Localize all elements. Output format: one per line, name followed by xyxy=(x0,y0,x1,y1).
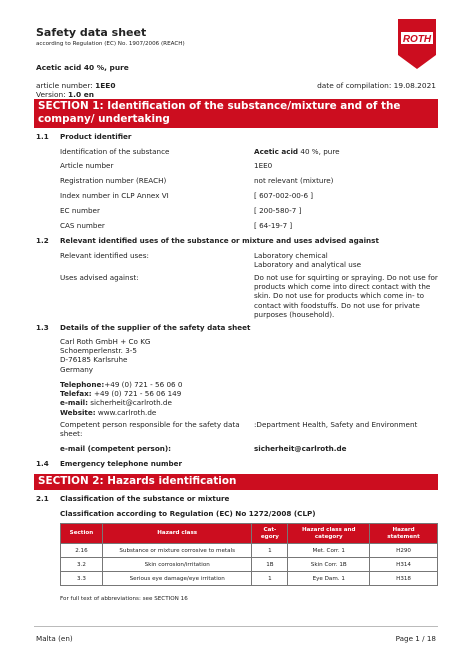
page-number: Page 1 / 18 xyxy=(395,634,436,643)
address-line: Carl Roth GmbH + Co KG xyxy=(60,337,151,346)
table-cell: 3.3 xyxy=(61,572,103,586)
identifier-value: not relevant (mixture) xyxy=(254,176,334,185)
table-cell: Met. Corr. 1 xyxy=(288,544,370,558)
section-1-2-number: 1.2 xyxy=(36,236,49,245)
email-link[interactable]: sicherheit@carlroth.de xyxy=(90,398,172,408)
version-label: Version: xyxy=(36,90,66,100)
article-version-block xyxy=(36,81,116,99)
table-cell: H290 xyxy=(370,544,438,558)
table-cell: Substance or mixture corrosive to metals xyxy=(102,544,252,558)
section-1-4-number: 1.4 xyxy=(36,459,49,468)
identifier-label: EC number xyxy=(60,206,100,215)
identifier-label: Identification of the substance xyxy=(60,147,170,156)
section-1-1-number: 1.1 xyxy=(36,132,49,141)
version-number: 1.0 en xyxy=(68,90,94,100)
section-1-4-title: Emergency telephone number xyxy=(60,459,183,468)
table-cell: 3.2 xyxy=(61,558,103,572)
identifier-value: [ 200-580-7 ] xyxy=(254,206,302,215)
address-line: Germany xyxy=(60,364,94,374)
column-header: Hazard class xyxy=(102,524,252,544)
supplier-contacts xyxy=(60,380,182,417)
competent-person-value: :Department Health, Safety and Environment xyxy=(254,420,418,429)
relevant-use-value: Laboratory chemical xyxy=(254,251,328,260)
telefax-value: +49 (0) 721 - 56 06 149 xyxy=(93,389,182,399)
website-label: Website: xyxy=(60,407,96,417)
address-line: Schoemperlenstr. 3-5 xyxy=(60,346,137,356)
article-label: article number: xyxy=(36,81,93,90)
column-header: Cat- egory xyxy=(252,524,288,544)
relevant-use-value: Laboratory and analytical use xyxy=(254,260,362,270)
competent-email-value[interactable]: sicherheit@carlroth.de xyxy=(254,444,347,453)
table-cell: Serious eye damage/eye irritation xyxy=(102,572,252,586)
table-cell: H318 xyxy=(370,572,438,586)
footer-divider xyxy=(34,626,438,627)
website-link[interactable]: www.carlroth.de xyxy=(97,407,157,417)
footer-locale: Malta (en) xyxy=(36,634,73,643)
supplier-address xyxy=(60,337,151,374)
competent-email-label: e-mail (competent person): xyxy=(60,444,172,453)
article-number: 1EE0 xyxy=(95,81,116,90)
telephone-value: +49 (0) 721 - 56 06 0 xyxy=(104,380,183,389)
table-cell: H314 xyxy=(370,558,438,572)
table-cell: 2.16 xyxy=(61,544,103,558)
table-cell: Skin Corr. 1B xyxy=(288,558,370,572)
abbreviations-note: For full text of abbreviations: see SECTION 16 xyxy=(60,596,188,602)
table-cell: Eye Dam. 1 xyxy=(288,572,370,586)
identifier-value: 40 %, pure xyxy=(298,147,340,156)
identifier-label: Article number xyxy=(60,161,114,170)
section-1-2-title: Relevant identified uses of the substance or mixture and uses advised against xyxy=(60,236,379,245)
identifier-label: CAS number xyxy=(60,221,105,230)
uses-against-value: Do not use for squirting or spraying. Do not use for products which come into direct contact with the skin. Do not use for products which come in- to contact with foodstuffs. Do not use for private purposes (household). xyxy=(254,273,438,319)
table-cell: Skin corrosion/irritation xyxy=(102,558,252,572)
column-header: Hazard class and category xyxy=(288,524,370,544)
uses-against-label: Uses advised against: xyxy=(60,273,139,282)
section-1-1-title: Product identifier xyxy=(60,132,132,141)
table-cell: 1B xyxy=(252,558,288,572)
identifier-value: 1EE0 xyxy=(254,161,273,170)
hazard-table-header xyxy=(61,524,438,544)
address-line: D-76185 Karlsruhe xyxy=(60,355,128,365)
identifier-label: Index number in CLP Annex VI xyxy=(60,191,169,200)
table-cell: 1 xyxy=(252,544,288,558)
column-header: Hazard statement xyxy=(370,524,438,544)
table-row xyxy=(61,558,438,572)
logo-text: ROTH xyxy=(402,34,432,45)
section-2-1-number: 2.1 xyxy=(36,494,49,503)
relevant-uses-label: Relevant identified uses: xyxy=(60,251,149,260)
table-cell: 1 xyxy=(252,572,288,586)
section-1-header: SECTION 1: Identification of the substance/mixture and of the company/ undertaking xyxy=(34,99,438,128)
document-subtitle: according to Regulation (EC) No. 1907/2006 (REACH) xyxy=(36,41,185,47)
table-row xyxy=(61,572,438,586)
hazard-table xyxy=(60,523,438,586)
section-1-3-number: 1.3 xyxy=(36,323,49,332)
section-2-1-title: Classification of the substance or mixture xyxy=(60,494,230,503)
section-2-header: SECTION 2: Hazards identification xyxy=(34,474,438,490)
table-row xyxy=(61,544,438,558)
telefax-label: Telefax: xyxy=(60,389,92,399)
identifier-label: Registration number (REACH) xyxy=(60,176,167,185)
clp-classification-title: Classification according to Regulation (EC) No 1272/2008 (CLP) xyxy=(60,509,316,518)
roth-logo xyxy=(398,19,436,69)
email-label: e-mail: xyxy=(60,398,88,408)
competent-person-label: Competent person responsible for the safety data sheet: xyxy=(60,420,240,439)
compilation-date: date of compilation: 19.08.2021 xyxy=(317,81,436,90)
document-title: Safety data sheet xyxy=(36,26,147,39)
product-name: Acetic acid 40 %, pure xyxy=(36,63,129,72)
section-1-3-title: Details of the supplier of the safety data sheet xyxy=(60,323,251,332)
identifier-value-bold: Acetic acid xyxy=(254,147,299,156)
identifier-value: [ 64-19-7 ] xyxy=(254,221,293,230)
telephone-label: Telephone: xyxy=(60,380,105,389)
column-header: Section xyxy=(61,524,103,544)
identifier-value: [ 607-002-00-6 ] xyxy=(254,191,314,200)
